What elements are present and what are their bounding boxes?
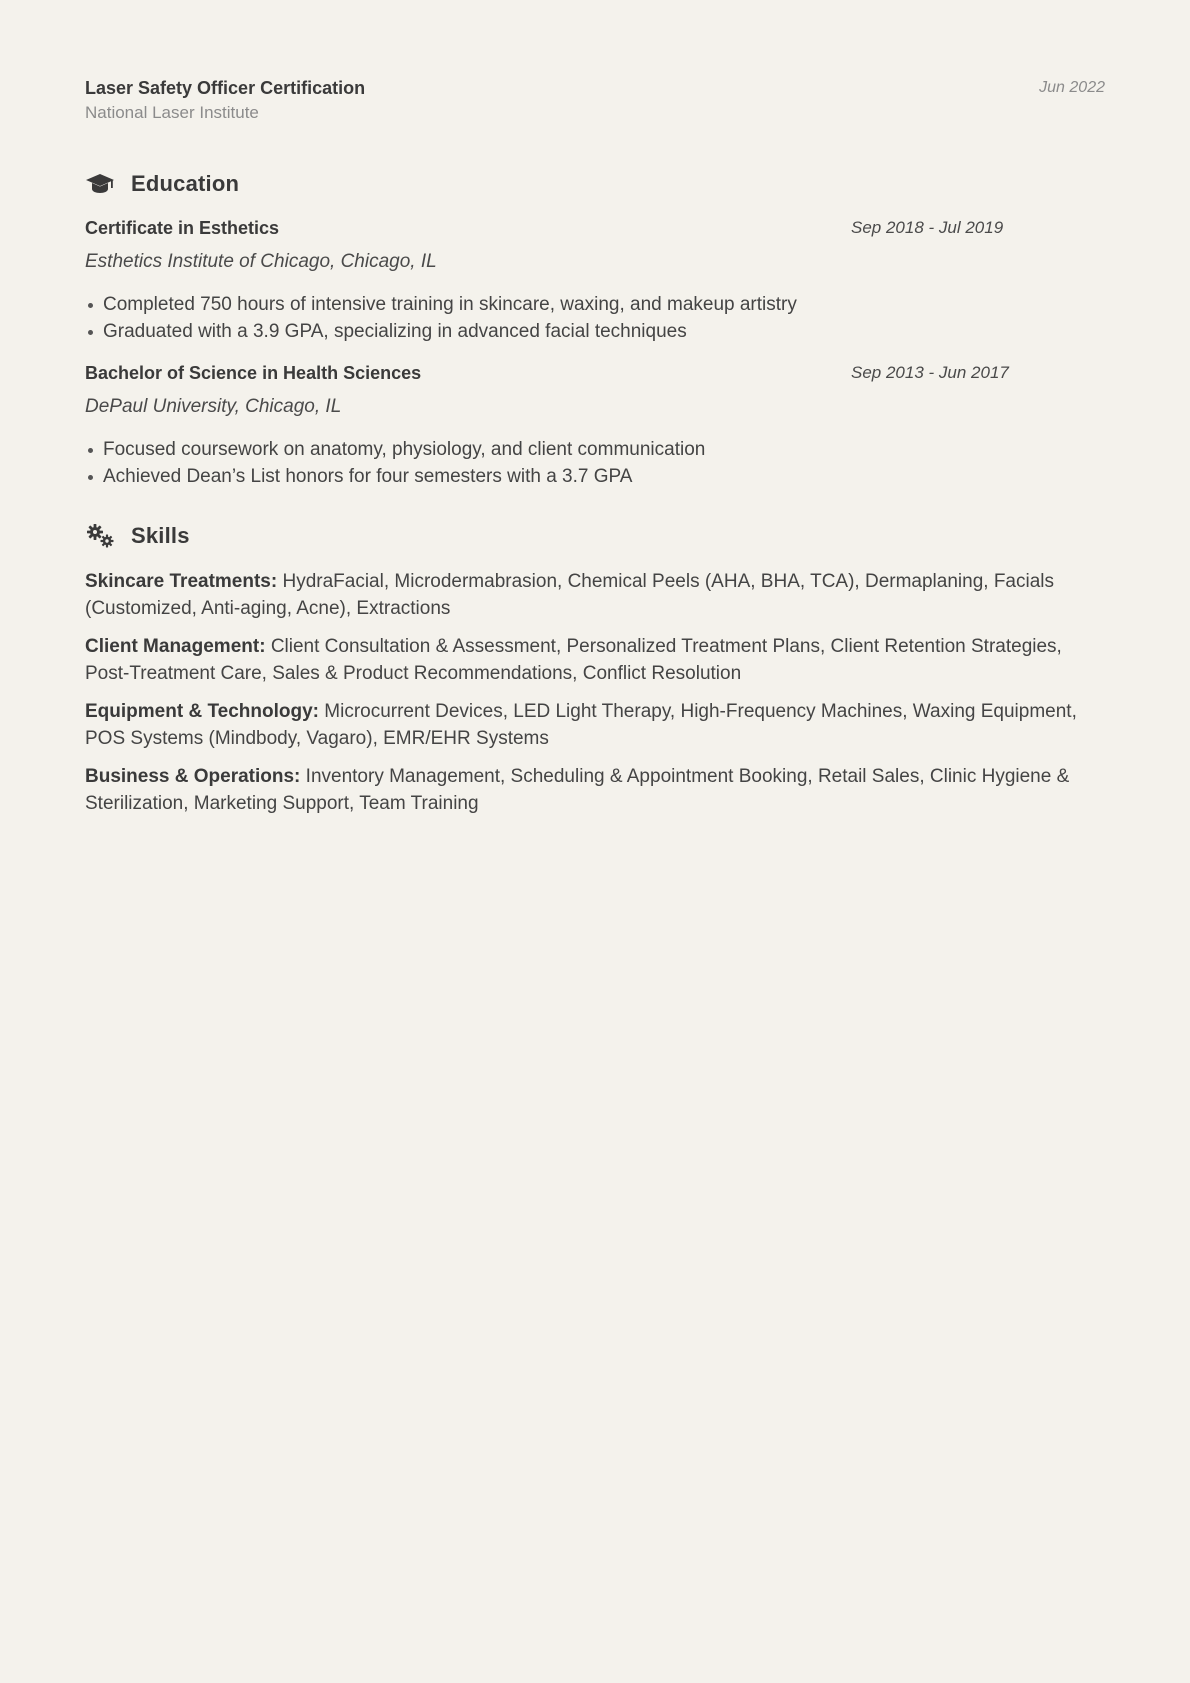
- education-bullets: [85, 436, 1105, 490]
- skill-category: Client Management:: [85, 636, 266, 657]
- education-bullet: Focused coursework on anatomy, physiology, and client communication: [103, 436, 1105, 463]
- skill-items: Client Consultation & Assessment, Personalized Treatment Plans, Client Retention Strategies, Post-Treatment Care, Sales & Product Recommendations, Conflict Resolution: [85, 636, 1062, 684]
- education-section-heading: [85, 168, 1105, 200]
- skill-items: Microcurrent Devices, LED Light Therapy, High-Frequency Machines, Waxing Equipment, POS Systems (Mindbody, Vagaro), EMR/EHR Systems: [85, 701, 1077, 749]
- skill-row: [85, 633, 1105, 687]
- education-bullet: Completed 750 hours of intensive training in skincare, waxing, and makeup artistry: [103, 291, 1105, 318]
- certification-entry: [85, 76, 1105, 136]
- skill-category: Business & Operations:: [85, 766, 301, 787]
- education-school: Esthetics Institute of Chicago, Chicago, IL: [85, 251, 437, 272]
- skill-items: Inventory Management, Scheduling & Appointment Booking, Retail Sales, Clinic Hygiene & Sterilization, Marketing Support, Team Training: [85, 766, 1070, 814]
- skill-row: [85, 698, 1105, 752]
- education-degree: Certificate in Esthetics: [85, 218, 280, 238]
- skill-category: Skincare Treatments:: [85, 571, 278, 592]
- skills-section-heading: [85, 520, 1105, 552]
- education-bullets: [85, 291, 1105, 345]
- skill-row: [85, 568, 1105, 622]
- certification-issuer: National Laser Institute: [85, 103, 259, 122]
- skills-heading-label: Skills: [131, 523, 190, 548]
- education-school: DePaul University, Chicago, IL: [85, 396, 342, 417]
- education-entry: [85, 216, 1105, 345]
- education-entry: [85, 361, 1105, 490]
- education-dates: Sep 2013 - Jun 2017: [851, 363, 1009, 382]
- skill-row: [85, 763, 1105, 817]
- education-section: [85, 168, 1105, 828]
- education-dates: Sep 2018 - Jul 2019: [851, 218, 1004, 237]
- skills-list: [85, 568, 1105, 817]
- skill-category: Equipment & Technology:: [85, 701, 319, 722]
- certification-date: Jun 2022: [1039, 79, 1105, 96]
- gears-icon: [85, 523, 115, 549]
- education-degree: Bachelor of Science in Health Sciences: [85, 363, 422, 383]
- graduation-cap-icon: [85, 171, 115, 197]
- certification-title: Laser Safety Officer Certification: [85, 78, 366, 98]
- skill-items: HydraFacial, Microdermabrasion, Chemical Peels (AHA, BHA, TCA), Dermaplaning, Facials (Customized, Anti-aging, Acne), Extractions: [85, 571, 1054, 619]
- resume-page: [85, 76, 1105, 814]
- education-bullet: Graduated with a 3.9 GPA, specializing in advanced facial techniques: [103, 318, 1105, 345]
- education-bullet: Achieved Dean’s List honors for four semesters with a 3.7 GPA: [103, 463, 1105, 490]
- education-heading-label: Education: [131, 171, 240, 196]
